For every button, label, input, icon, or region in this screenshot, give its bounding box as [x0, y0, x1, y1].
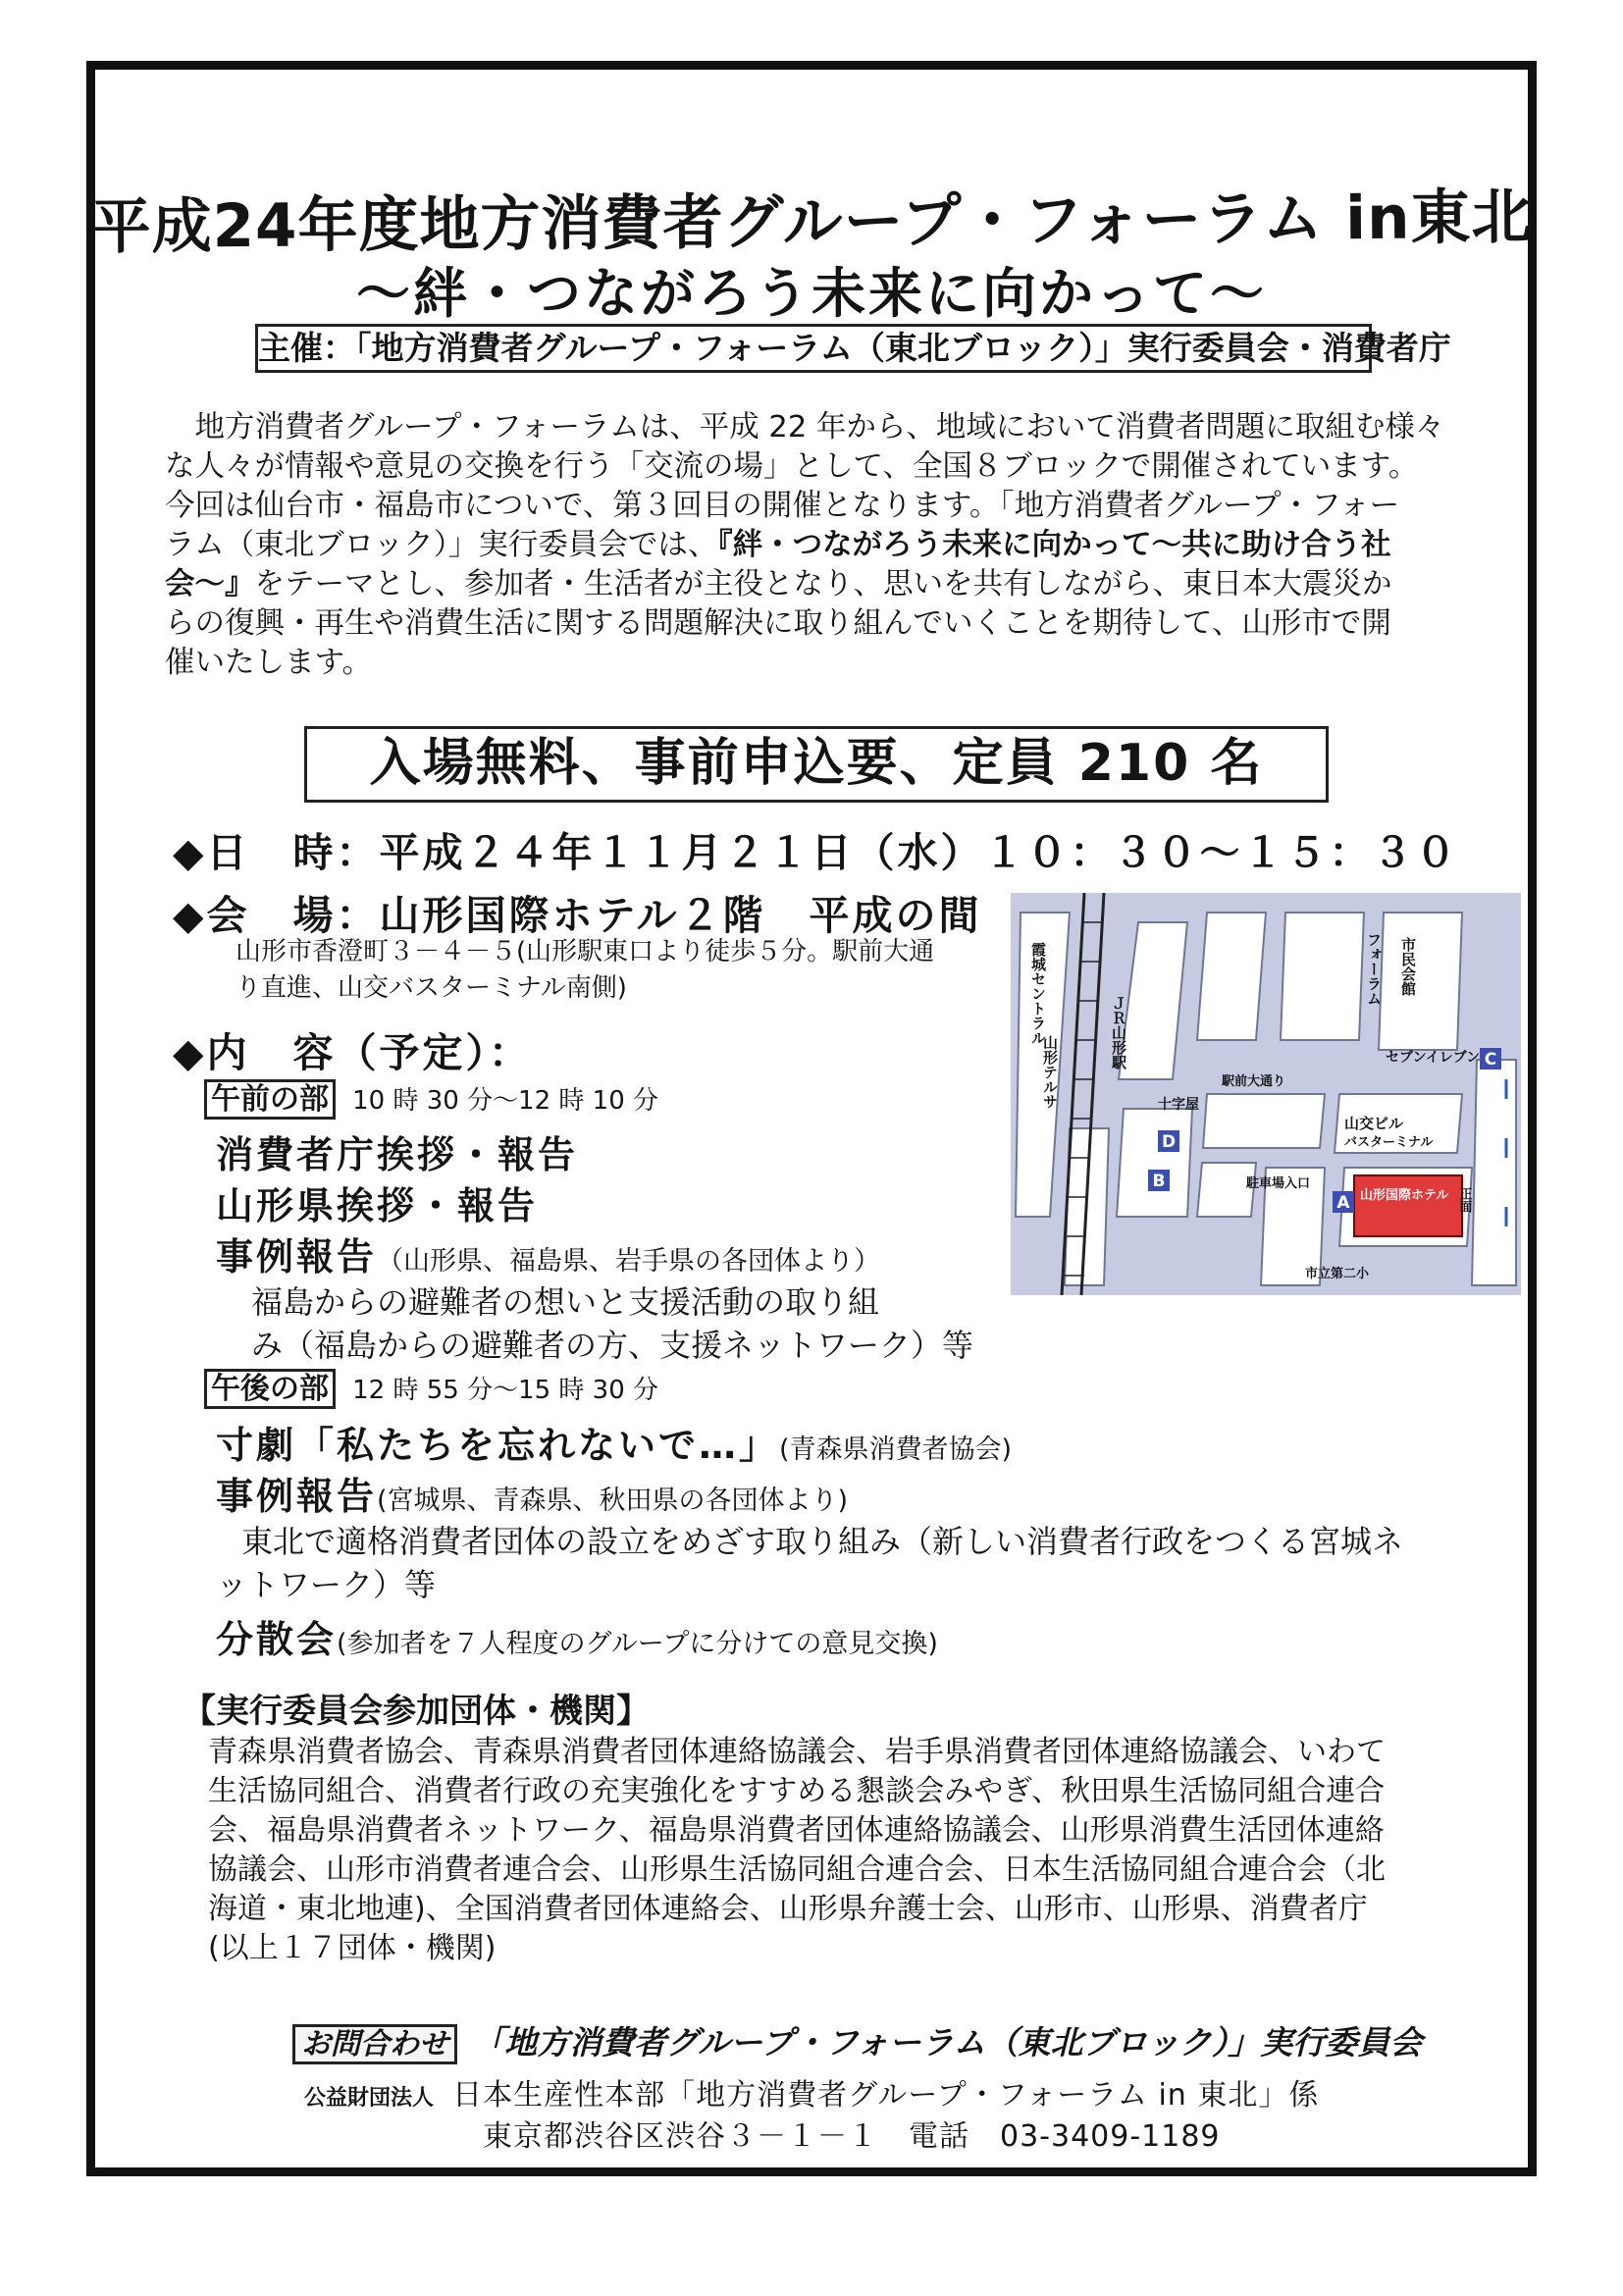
datetime-label: ◆日 時： [173, 829, 380, 876]
map-marker-d: D [1161, 1132, 1177, 1152]
venue-address: 山形市香澄町３－４－５(山形駅東口より徒歩５分。駅前大通 り直進、山交バスターミナル南側) [236, 937, 935, 1003]
map-label-school: 市立第二小 [1305, 1267, 1370, 1281]
map-label-gate: 正面 [1456, 1187, 1472, 1213]
venue-label: ◆会 場： [173, 892, 380, 939]
morning-item: 事例報告（山形県、福島県、岩手県の各団体より） [216, 1235, 881, 1278]
committee-heading: 【実行委員会参加団体・機関】 [183, 1692, 650, 1731]
map-label-jujiya: 十字屋 [1158, 1097, 1199, 1113]
afternoon-desc: 東北で適格消費者団体の設立をめざす取り組み（新しい消費者行政をつくる宮城ネ [241, 1523, 1404, 1560]
page-subtitle: ～絆・つながろう未来に向かって～ [355, 262, 1267, 325]
map-label-jr: ＪＲ山形駅 [1110, 996, 1127, 1070]
afternoon-desc: ットワーク）等 [216, 1566, 437, 1603]
map-label-forum: フォーラム [1365, 932, 1383, 1006]
venue-value: 山形国際ホテル２階 平成の間 [379, 892, 982, 939]
intro-line: 地方消費者グループ・フォーラムは、平成 22 年から、地域において消費者問題に取組む様々 [194, 410, 1445, 444]
map-label-central: 霞城セントラル [1029, 942, 1047, 1045]
morning-tag: 午前の部 [204, 1079, 336, 1120]
organizer-box: 主催：「地方消費者グループ・フォーラム（東北ブロック）」実行委員会・消費者庁 [255, 324, 1372, 373]
map-label-parking: 駐車場入口 [1246, 1176, 1311, 1191]
committee-list: 青森県消費者協会、青森県消費者団体連絡協議会、岩手県消費者団体連絡協議会、いわて 生活協同組合、消費者行政の充実強化をすすめる懇談会みやぎ、秋田県生活協同組合連合 会、福島県消費者ネットワーク、福島県消費者団体連絡協議会、山形県消費生活団体連絡 協議会、山形市消費者連合会、山形県生活協同組合連合会、日本生活協同組合連合会（北 海道・東北地連)、全国消費者団体連絡会、山形県弁護士会、山形市、山形県、消費者庁 (以上１７団体・機関) [208, 1735, 1386, 1965]
page-title: 平成24年度地方消費者グループ・フォーラム in東北 [90, 182, 1533, 263]
map-marker-b: B [1152, 1172, 1166, 1191]
venue-map [1011, 893, 1521, 1295]
afternoon-tag: 午後の部 [204, 1369, 336, 1409]
map-label-terusa: 山形テルサ [1041, 1035, 1059, 1109]
morning-desc: み（福島からの避難者の方、支援ネットワーク）等 [251, 1327, 974, 1364]
intro-line: らの復興・再生や消費生活に関する問題解決に取り組んでいくことを期待して、山形市で開 [165, 606, 1391, 641]
contact-foundation: 公益財団法人 [304, 2086, 435, 2111]
afternoon-item: 事例報告(宮城県、青森県、秋田県の各団体より) [216, 1475, 849, 1518]
afternoon-item: 分散会(参加者を７人程度のグループに分けての意見交換) [216, 1618, 938, 1661]
map-label-shimin: 市民会館 [1399, 937, 1417, 996]
intro-line: ラム（東北ブロック）」実行委員会では、『絆・つながろう未来に向かって～共に助け合う社 [165, 528, 1391, 562]
afternoon-header [204, 1370, 658, 1408]
intro-line: 催いたします。 [165, 646, 373, 680]
contact-address: 東京都渋谷区渋谷３－１－１ [483, 2119, 878, 2154]
venue-row [173, 883, 981, 941]
contact-header [292, 2017, 1422, 2064]
contact-office-row [304, 2070, 1319, 2113]
afternoon-time: 12 時 55 分～15 時 30 分 [352, 1376, 659, 1405]
map-label-hotel: 山形国際ホテル [1360, 1188, 1449, 1203]
map-label-bus: バスターミナル [1344, 1135, 1434, 1150]
intro-line: 会～』をテーマとし、参加者・生活者が主役となり、思いを共有しながら、東日本大震災か [165, 567, 1392, 601]
intro-paragraph [165, 408, 1462, 683]
map-marker-a: A [1336, 1193, 1350, 1213]
contact-phone: 電話 03-3409-1189 [909, 2119, 1221, 2154]
contact-org: 「地方消費者グループ・フォーラム（東北ブロック）」実行委員会 [472, 2023, 1423, 2061]
datetime-value: 平成２４年１１月２１日（水）１０：３０～１５：３０ [379, 829, 1459, 876]
intro-line: 今回は仙台市・福島市についで、第３回目の開催となります。「地方消費者グループ・フォー [165, 489, 1400, 523]
map-label-seven: セブンイレブン [1386, 1050, 1481, 1066]
map-label-ekimae: 駅前大通り [1222, 1074, 1286, 1089]
morning-time: 10 時 30 分～12 時 10 分 [352, 1086, 659, 1116]
intro-line: な人々が情報や意見の交換を行う「交流の場」として、全国８ブロックで開催されています。 [165, 449, 1419, 484]
admission-box: 入場無料、事前申込要、定員 210 名 [304, 726, 1329, 803]
afternoon-item: 寸劇「私たちを忘れないで…」(青森県消費者協会) [216, 1424, 1013, 1467]
contact-address-row [483, 2112, 1221, 2155]
contact-office: 日本生産性本部「地方消費者グループ・フォーラム in 東北」係 [452, 2078, 1320, 2113]
datetime-row [173, 820, 1459, 878]
morning-desc: 福島からの避難者の想いと支援活動の取り組 [251, 1283, 880, 1321]
morning-item: 山形県挨拶・報告 [216, 1184, 539, 1227]
morning-item: 消費者庁挨拶・報告 [216, 1133, 579, 1176]
map-marker-c: C [1484, 1050, 1497, 1070]
morning-header [204, 1080, 658, 1119]
program-label: ◆内 容（予定）： [173, 1029, 533, 1076]
contact-tag: お問合わせ [292, 2024, 457, 2064]
map-label-sanko: 山交ビル [1344, 1115, 1404, 1132]
